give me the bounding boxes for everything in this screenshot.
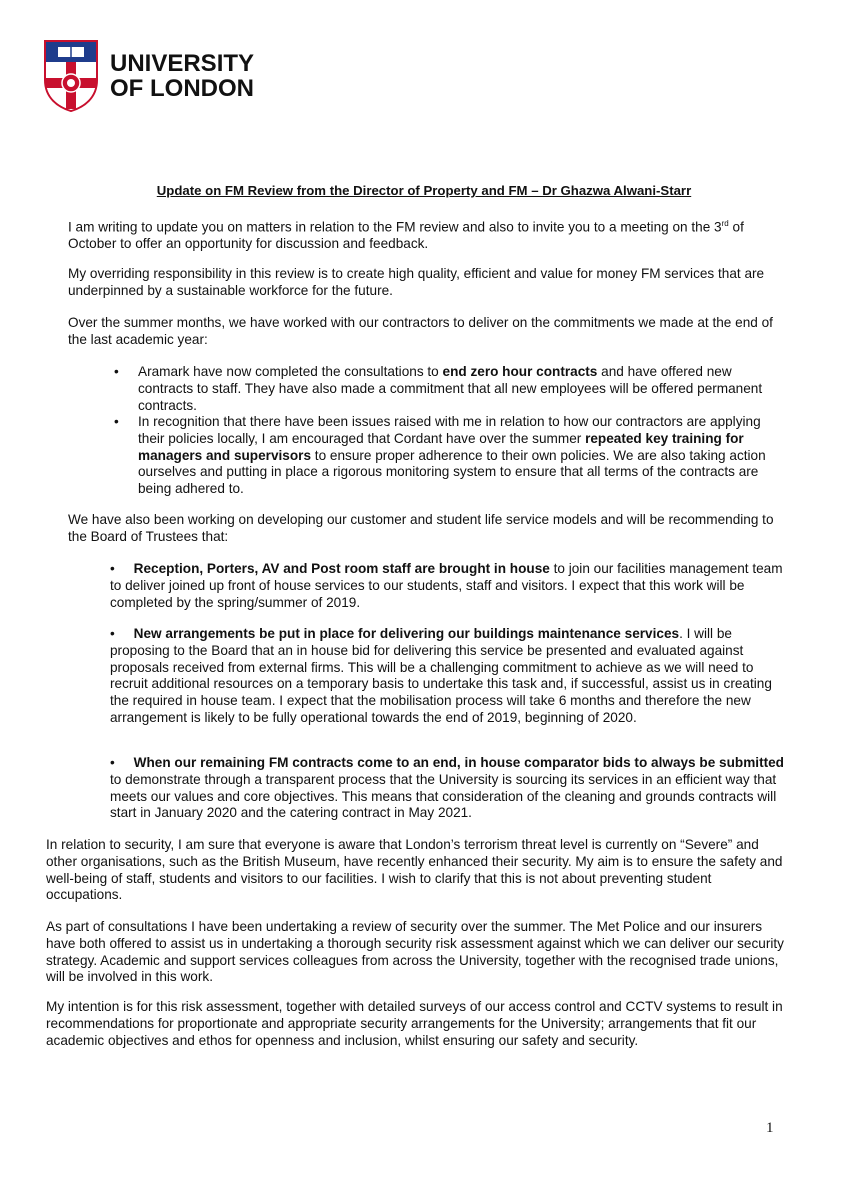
document-title: Update on FM Review from the Director of Property and FM – Dr Ghazwa Alwani-Starr bbox=[156, 183, 692, 198]
bullet-icon: • bbox=[110, 561, 134, 576]
intro-paragraph-3: Over the summer months, we have worked with our contractors to deliver on the commitments we made at the end of the last academic year: bbox=[68, 315, 773, 347]
recommendation-item: • When our remaining FM contracts come to an end, in house comparator bids to always be submitted to demonstrate through a transparent process that the University is sourcing its services in an efficient way that meets our values and core objectives. This means that consideration of the cleaning and grounds contracts will start in January 2020 and the catering contract in May 2021. bbox=[110, 755, 784, 821]
security-paragraph-1: In relation to security, I am sure that everyone is aware that London’s terrorism threat level is currently on “Severe” and other organisations, such as the British Museum, have recently enhanced their security. My aim is to ensure the safety and well-being of staff, students and visitors to our facilities. I wish to clarify that this is not about preventing student occupations. bbox=[46, 837, 783, 903]
intro-paragraph-2: My overriding responsibility in this review is to create high quality, efficient and value for money FM services that are underpinned by a sustainable workforce for the future. bbox=[68, 266, 765, 298]
security-paragraph-2: As part of consultations I have been undertaking a review of security over the summer. The Met Police and our insurers have both offered to assist us in undertaking a thorough security risk assessment against which we can deliver our security strategy. Academic and support services colleagues from across the University, together with the recognised trade unions, will be involved in this work. bbox=[46, 919, 784, 985]
recommendation-item: • Reception, Porters, AV and Post room staff are brought in house to join our facilities management team to deliver joined up front of house services to our students, staff and visitors. I expect that this work will be completed by the spring/summer of 2019. bbox=[110, 561, 783, 610]
page-number: 1 bbox=[766, 1120, 774, 1136]
commitment-item: In recognition that there have been issues raised with me in relation to how our contractors are applying their policies locally, I am encouraged that Cordant have over the summer repeated key training for managers and supervisors to ensure proper adherence to their own policies. We are also taking action ourselves and putting in place a rigorous monitoring system to ensure that all terms of the contracts are being adhered to. bbox=[138, 414, 766, 497]
commitment-item: Aramark have now completed the consultations to end zero hour contracts and have offered new contracts to staff. They have also made a commitment that all new employees will be offered permanent contracts. bbox=[138, 364, 763, 413]
logo-line-2: OF LONDON bbox=[110, 75, 254, 102]
bullet-icon: • bbox=[110, 626, 134, 641]
university-logo bbox=[44, 40, 254, 112]
security-paragraph-3: My intention is for this risk assessment, together with detailed surveys of our access control and CCTV systems to result in recommendations for proportionate and appropriate security arrangements for the University; arrangements that fit our academic objectives and ethos for openness and inclusion, whilst ensuring our safety and security. bbox=[46, 999, 783, 1048]
recommendation-item: • New arrangements be put in place for delivering our buildings maintenance services. I will be proposing to the Board that an in house bid for delivering this service be presented and evaluated against proposals received from external firms. This will be a challenging commitment to achieve as we will need to recruit additional resources on a temporary basis to undertake this task and, if successful, assist us in creating the required in house team. I expect that the mobilisation process will take 6 months and therefore the new arrangement is likely to be fully operational towards the end of 2019, beginning of 2020. bbox=[110, 626, 772, 725]
bullet-icon: • bbox=[114, 414, 119, 429]
crest-icon bbox=[44, 40, 98, 112]
intro-paragraph-1: I am writing to update you on matters in relation to the FM review and also to invite you to a meeting on the 3rd of October to offer an opportunity for discussion and feedback. bbox=[68, 219, 744, 252]
bullet-icon: • bbox=[110, 755, 134, 770]
bullet-icon: • bbox=[114, 364, 119, 379]
logo-line-1: UNIVERSITY bbox=[110, 50, 255, 77]
models-intro-paragraph: We have also been working on developing our customer and student life service models and will be recommending to the Board of Trustees that: bbox=[68, 512, 774, 544]
